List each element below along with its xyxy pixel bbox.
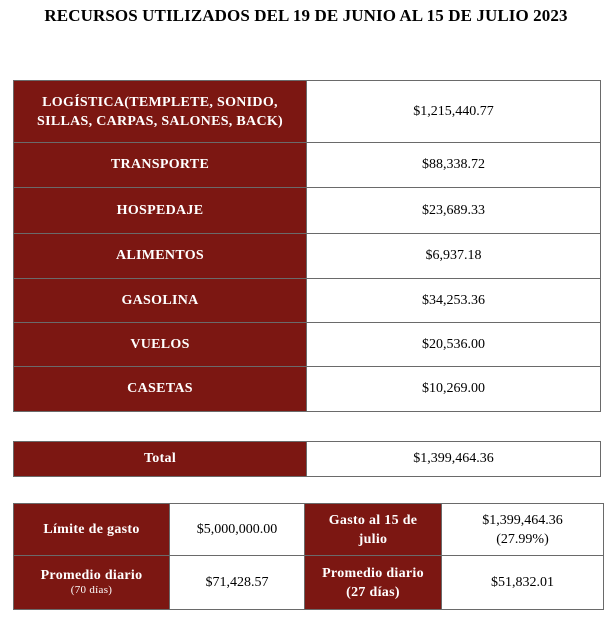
spent-percent: (27.99%): [496, 531, 549, 547]
table-row: [14, 556, 604, 610]
spent-label: [305, 504, 442, 556]
summary-table: [13, 503, 604, 610]
table-row: [14, 323, 601, 367]
row-label-vuelos: VUELOS: [14, 323, 307, 367]
spent-value: $1,399,464.36: [482, 512, 563, 528]
row-value-gasolina: $34,253.36: [307, 279, 601, 323]
table-row: [14, 188, 601, 234]
table-row: [14, 279, 601, 323]
row-value-transporte: $88,338.72: [307, 143, 601, 188]
row-label-line: LOGÍSTICA(TEMPLETE, SONIDO,: [42, 94, 278, 110]
total-value: $1,399,464.36: [307, 442, 601, 477]
avg-label-text: Promedio diario: [40, 568, 143, 583]
row-label-gasolina: GASOLINA: [14, 279, 307, 323]
row-value-casetas: $10,269.00: [307, 367, 601, 412]
table-row: [14, 367, 601, 412]
limit-label: Límite de gasto: [14, 504, 170, 556]
spent-label-line: Gasto al 15 de: [328, 512, 418, 528]
report-title: RECURSOS UTILIZADOS DEL 19 DE JUNIO AL 15 DE JULIO 2023: [44, 6, 568, 25]
avg-actual-label: [305, 556, 442, 610]
total-table: [13, 441, 601, 477]
row-label-hospedaje: HOSPEDAJE: [14, 188, 307, 234]
row-label-alimentos: ALIMENTOS: [14, 234, 307, 279]
avg-value: $71,428.57: [170, 556, 305, 610]
avg-label-sub: (70 días): [70, 584, 113, 596]
row-label-logistica: [14, 81, 307, 143]
avg-label: [14, 556, 170, 610]
table-row: [14, 442, 601, 477]
avg-actual-label-line: Promedio diario: [322, 565, 424, 581]
spent-value-cell: [442, 504, 604, 556]
spent-label-line: julio: [358, 531, 388, 547]
avg-actual-value: $51,832.01: [442, 556, 604, 610]
row-value-alimentos: $6,937.18: [307, 234, 601, 279]
table-row: [14, 143, 601, 188]
row-value-vuelos: $20,536.00: [307, 323, 601, 367]
row-label-line: SILLAS, CARPAS, SALONES, BACK): [36, 113, 283, 129]
avg-actual-label-line: (27 días): [346, 584, 400, 600]
total-label: Total: [14, 442, 307, 477]
row-label-casetas: CASETAS: [14, 367, 307, 412]
expenses-table: [13, 80, 601, 412]
table-row: [14, 504, 604, 556]
row-value-hospedaje: $23,689.33: [307, 188, 601, 234]
table-row: [14, 81, 601, 143]
row-label-transporte: TRANSPORTE: [14, 143, 307, 188]
row-value-logistica: $1,215,440.77: [307, 81, 601, 143]
table-row: [14, 234, 601, 279]
limit-value: $5,000,000.00: [170, 504, 305, 556]
